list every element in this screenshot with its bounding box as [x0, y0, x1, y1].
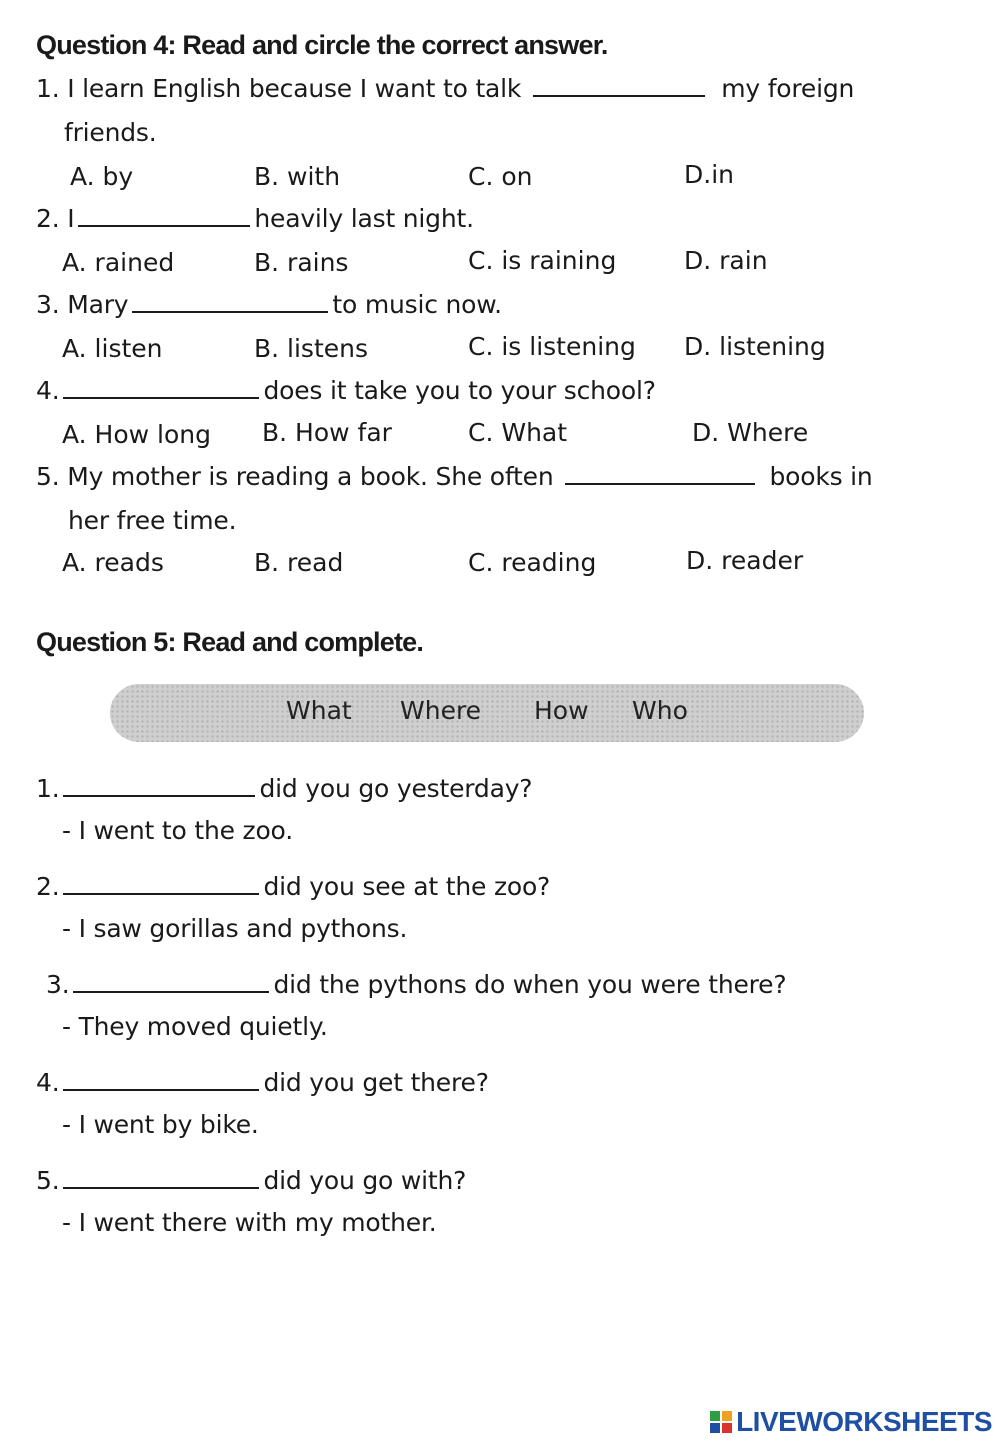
q5-item-2-answer: - I saw gorillas and pythons. [62, 914, 408, 943]
q5-item-1-question: 1. did you go yesterday? [36, 774, 533, 803]
question-5-heading: Question 5: Read and complete. [36, 627, 424, 657]
q5-item-5-answer: - I went there with my mother. [62, 1208, 437, 1237]
option-d[interactable]: D. Where [692, 418, 809, 447]
q4-item-4-stem: 4. does it take you to your school? [36, 376, 656, 405]
q5-item-4-answer: - I went by bike. [62, 1110, 259, 1139]
option-a[interactable]: A. listen [62, 334, 163, 363]
option-a[interactable]: A. reads [62, 548, 164, 577]
option-a[interactable]: A. How long [62, 420, 211, 449]
option-c[interactable]: C. reading [468, 548, 597, 577]
answer-blank[interactable] [73, 990, 269, 993]
option-a[interactable]: A. rained [62, 248, 175, 277]
option-d[interactable]: D. listening [684, 332, 826, 361]
logo-text: LIVEWORKSHEETS [736, 1406, 992, 1437]
option-c[interactable]: C. is raining [468, 246, 617, 275]
word-bank-item: Where [400, 696, 482, 725]
q5-item-4-question: 4. did you get there? [36, 1068, 489, 1097]
option-b[interactable]: B. rains [254, 248, 349, 277]
option-d[interactable]: D.in [684, 160, 734, 189]
q5-item-3-question: 3. did the pythons do when you were there? [46, 970, 787, 999]
answer-blank[interactable] [63, 892, 259, 895]
q5-item-3-answer: - They moved quietly. [62, 1012, 328, 1041]
option-d[interactable]: D. reader [686, 546, 804, 575]
option-c[interactable]: C. is listening [468, 332, 636, 361]
answer-blank[interactable] [63, 1088, 259, 1091]
q5-item-5-question: 5. did you go with? [36, 1166, 467, 1195]
answer-blank[interactable] [533, 94, 705, 97]
q4-item-5-stem-cont: her free time. [68, 506, 237, 535]
q4-item-3-stem: 3. Mary to music now. [36, 290, 502, 319]
option-b[interactable]: B. with [254, 162, 341, 191]
answer-blank[interactable] [63, 794, 255, 797]
question-4-heading: Question 4: Read and circle the correct answer. [36, 30, 608, 60]
q4-item-1-stem: 1. I learn English because I want to talk my foreign [36, 74, 855, 103]
word-bank [110, 684, 864, 742]
option-b[interactable]: B. read [254, 548, 344, 577]
answer-blank[interactable] [63, 1186, 259, 1189]
option-b[interactable]: B. How far [262, 418, 392, 447]
option-c[interactable]: C. What [468, 418, 568, 447]
answer-blank[interactable] [63, 396, 259, 399]
option-d[interactable]: D. rain [684, 246, 768, 275]
option-a[interactable]: A. by [70, 162, 134, 191]
option-c[interactable]: C. on [468, 162, 533, 191]
word-bank-item: Who [632, 696, 688, 725]
answer-blank[interactable] [78, 224, 250, 227]
answer-blank[interactable] [565, 482, 755, 485]
q4-item-2-stem: 2. I heavily last night. [36, 204, 474, 233]
word-bank-item: What [286, 696, 352, 725]
q5-item-2-question: 2. did you see at the zoo? [36, 872, 551, 901]
option-b[interactable]: B. listens [254, 334, 369, 363]
word-bank-item: How [534, 696, 589, 725]
q4-item-5-stem: 5. My mother is reading a book. She often books in [36, 462, 873, 491]
liveworksheets-logo[interactable] [710, 1404, 992, 1440]
q4-item-1-stem-cont: friends. [64, 118, 157, 147]
logo-icon [710, 1411, 732, 1433]
answer-blank[interactable] [132, 310, 328, 313]
q5-item-1-answer: - I went to the zoo. [62, 816, 293, 845]
